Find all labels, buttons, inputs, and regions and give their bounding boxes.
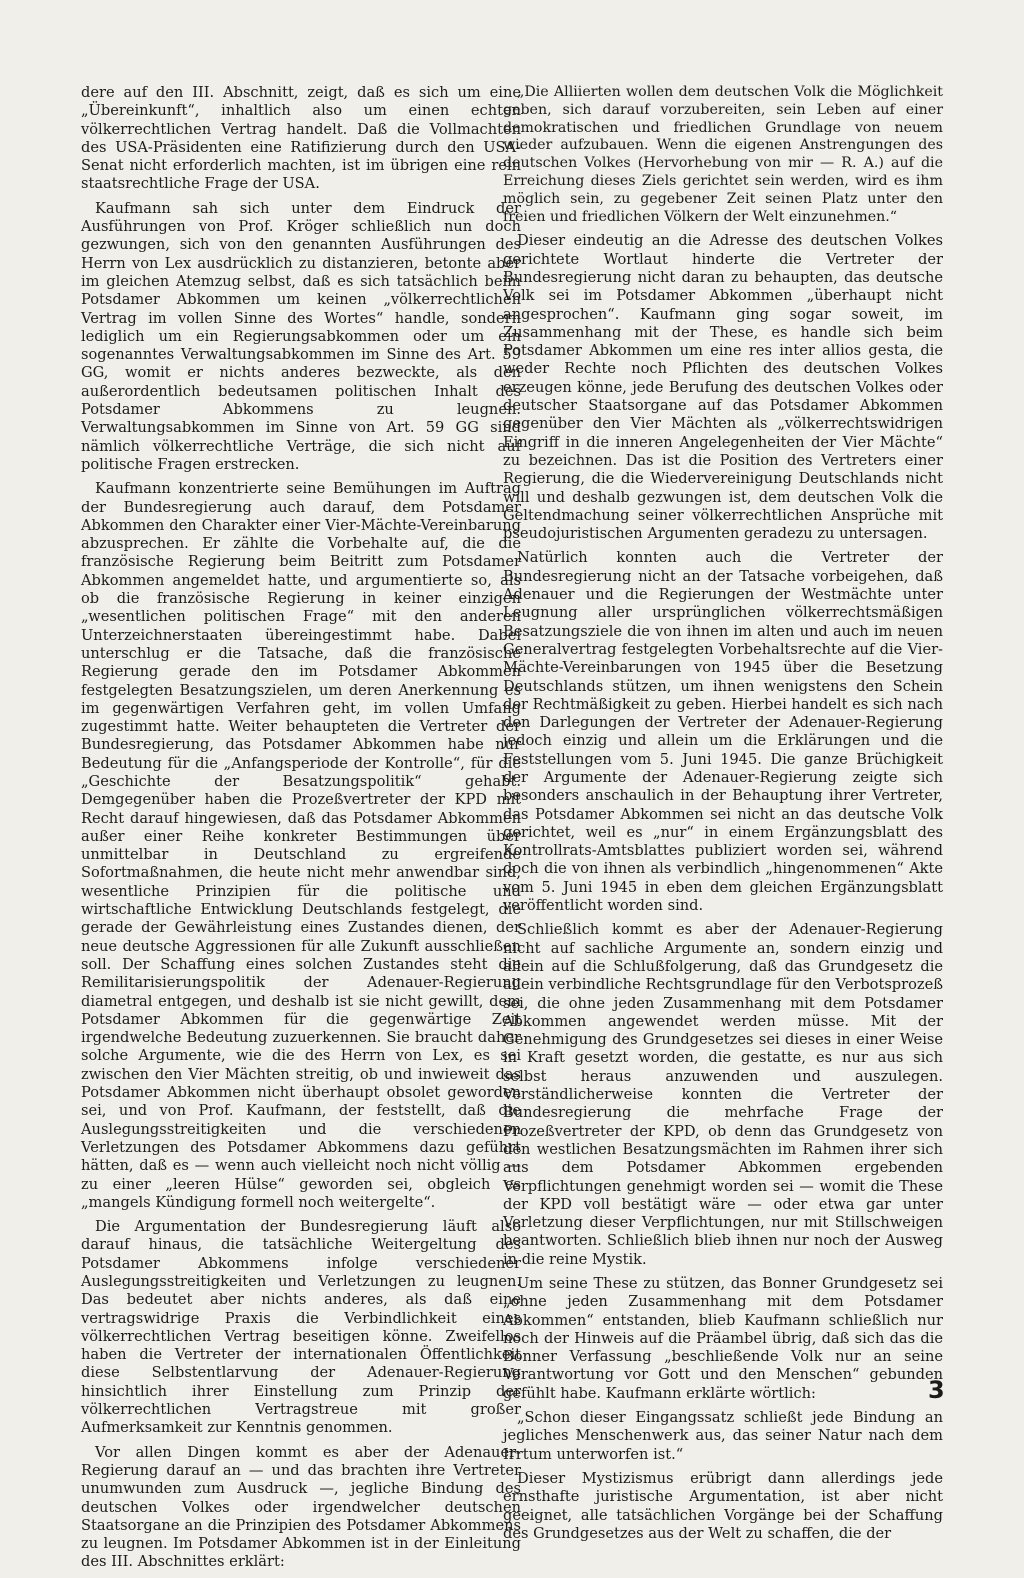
page-number: 3 xyxy=(928,1376,945,1404)
paragraph: dere auf den III. Abschnitt, zeigt, daß es sich um eine „Übereinkunft“, inhaltlich also um einen echten völkerrechtlichen Vertrag handelt. Daß die Vollmachten des USA-Präsidenten eine Ratifizierung durch den USA-Senat nicht erforderlich machten, ist im übrigen eine rein staatsrechtliche Frage der USA. xyxy=(81,84,521,193)
right-column xyxy=(503,84,943,1549)
paragraph: Kaufmann sah sich unter dem Eindruck der Ausführungen von Prof. Kröger schließlich nun doch gezwungen, sich von den genannten Ausführungen des Herrn von Lex ausdrücklich zu distanzieren, betonte aber im gleichen Atemzug selbst, daß es sich tatsächlich beim Potsdamer Abkommen um keinen „völkerrechtlichen Vertrag im vollen Sinne des Wortes“ handle, sondern lediglich um ein Regierungsabkommen oder um ein sogenanntes Verwaltungsabkommen im Sinne des Art. 59 GG, womit er nichts anderes bezweckte, als den außerordentlich bedeutsamen politischen Inhalt des Potsdamer Abkommens zu leugnen. Verwaltungsabkommen im Sinne von Art. 59 GG sind nämlich völkerrechtliche Verträge, die sich nicht auf politische Fragen erstrecken. xyxy=(81,199,521,473)
paragraph: Dieser eindeutig an die Adresse des deutschen Volkes gerichtete Wortlaut hinderte die Vertreter der Bundesregierung nicht daran zu behaupten, das deutsche Volk sei im Potsdamer Abkommen „überhaupt nicht angesprochen“. Kaufmann ging sogar soweit, im Zusammenhang mit der These, es handle sich beim Potsdamer Abkommen um eine res inter allios gesta, die weder Rechte noch Pflichten des deutschen Volkes erzeugen könne, jede Berufung des deutschen Volkes oder deutscher Staatsorgane auf das Potsdamer Abkommen gegenüber den Vier Mächten als „völkerrechtswidrigen Eingriff in die inneren Angelegenheiten der Vier Mächte“ zu bezeichnen. Das ist die Position des Vertreters einer Regierung, die die Wiedervereinigung Deutschlands nicht will und deshalb gezwungen ist, dem deutschen Volk die Geltendmachung seiner völkerrechtlichen Ansprüche mit pseudojuristischen Argumenten geradezu zu untersagen. xyxy=(503,232,943,543)
left-column xyxy=(81,84,521,1578)
block-quote: „Die Alliierten wollen dem deutschen Volk die Möglichkeit geben, sich darauf vorzubereiten, sein Leben auf einer demokratischen und friedlichen Grundlage von neuem wieder aufzubauen. Wenn die eigenen Anstrengungen des deutschen Volkes (Hervorhebung von mir — R. A.) auf die Erreichung dieses Ziels gerichtet sein werden, wird es ihm möglich sein, zu gegebener Zeit seinen Platz unter den freien und friedlichen Völkern der Welt einzunehmen.“ xyxy=(503,84,943,225)
paragraph: Um seine These zu stützen, das Bonner Grundgesetz sei „ohne jeden Zusammenhang mit dem Potsdamer Abkommen“ entstanden, blieb Kaufmann schließlich nur noch der Hinweis auf die Präambel übrig, daß sich das die Bonner Verfassung „beschließende Volk nur an seine Verantwortung vor Gott und den Menschen“ gebunden gefühlt habe. Kaufmann erklärte wörtlich: xyxy=(503,1275,943,1402)
paragraph: Vor allen Dingen kommt es aber der Adenauer-Regierung darauf an — und das brachten ihre Vertreter unumwunden zum Ausdruck —, jegliche Bindung des deutschen Volkes oder irgendwelcher deutschen Staatsorgane an die Prinzipien des Potsdamer Abkommens zu leugnen. Im Potsdamer Abkommen ist in der Einleitung des III. Abschnittes erklärt: xyxy=(81,1443,521,1571)
paragraph: Natürlich konnten auch die Vertreter der Bundesregierung nicht an der Tatsache vorbeigehen, daß Adenauer und die Regierungen der Westmächte unter Leugnung aller ursprünglichen völkerrechtsmäßigen Besatzungsziele die von ihnen im alten und auch im neuen Generalvertrag festgelegten Vorbehaltsrechte auf die Vier-Mächte-Vereinbarungen von 1945 über die Besetzung Deutschlands stützen, um ihnen wenigstens den Schein der Rechtmäßigkeit zu geben. Hierbei handelt es sich nach den Darlegungen der Vertreter der Adenauer-Regierung jedoch einzig und allein um die Erklärungen und die Feststellungen vom 5. Juni 1945. Die ganze Brüchigkeit der Argumente der Adenauer-Regierung zeigte sich besonders anschaulich in der Behauptung ihrer Vertreter, das Potsdamer Abkommen sei nicht an das deutsche Volk gerichtet, weil es „nur“ in einem Ergänzungsblatt des Kontrollrats-Amtsblattes publiziert worden sei, während doch die von ihnen als verbindlich „hingenommenen“ Akte vom 5. Juni 1945 in eben dem gleichen Ergänzungsblatt veröffentlicht worden sind. xyxy=(503,549,943,915)
paragraph: Die Argumentation der Bundesregierung läuft also darauf hinaus, die tatsächliche Weitergeltung des Potsdamer Abkommens infolge verschiedener Auslegungsstreitigkeiten und Verletzungen zu leugnen. Das bedeutet aber nichts anderes, als daß eine vertragswidrige Praxis die Verbindlichkeit eines völkerrechtlichen Vertrag beseitigen könne. Zweifellos haben die Vertreter der internationalen Öffentlichkeit diese Selbstentlarvung der Adenauer-Regierung hinsichtlich ihrer Einstellung zum Prinzip der völkerrechtlichen Vertragstreue mit großer Aufmerksamkeit zur Kenntnis genommen. xyxy=(81,1218,521,1437)
paragraph: Schließlich kommt es aber der Adenauer-Regierung nicht auf sachliche Argumente an, sondern einzig und allein auf die Schlußfolgerung, daß das Grundgesetz die allein verbindliche Rechtsgrundlage für den Verbotsprozeß sei, die ohne jeden Zusammenhang mit dem Potsdamer Abkommen angewendet werden müsse. Mit der Genehmigung des Grundgesetzes sei dieses in einer Weise in Kraft gesetzt worden, die gestatte, es nur aus sich selbst heraus anzuwenden und auszulegen. Verständlicherweise konnten die Vertreter der Bundesregierung die mehrfache Frage der Prozeßvertreter der KPD, ob denn das Grundgesetz von den westlichen Besatzungsmächten im Rahmen ihrer sich aus dem Potsdamer Abkommen ergebenden Verpflichtungen genehmigt worden sei — womit die These der KPD voll bestätigt wäre — oder etwa gar unter Verletzung dieser Verpflichtungen, nur mit Stillschweigen beantworten. Schließlich blieb ihnen nur noch der Ausweg in die reine Mystik. xyxy=(503,921,943,1268)
paragraph: Kaufmann konzentrierte seine Bemühungen im Auftrag der Bundesregierung auch darauf, dem Potsdamer Abkommen den Charakter einer Vier-Mächte-Vereinbarung abzusprechen. Er zählte die Vorbehalte auf, die die französische Regierung beim Beitritt zum Potsdamer Abkommen angemeldet hatte, und argumentierte so, als ob die französische Regierung in keiner einzigen „wesentlichen politischen Frage“ mit den anderen Unterzeichnerstaaten übereingestimmt habe. Dabei unterschlug er die Tatsache, daß die französische Regierung gerade den im Potsdamer Abkommen festgelegten Besatzungszielen, um deren Anerkennung es im gegenwärtigen Verfahren geht, im vollen Umfang zugestimmt hatte. Weiter behaupteten die Vertreter der Bundesregierung, das Potsdamer Abkommen habe nur Bedeutung für die „Anfangsperiode der Kontrolle“, für die „Geschichte der Besatzungspolitik“ gehabt. Demgegenüber haben die Prozeßvertreter der KPD mit Recht darauf hingewiesen, daß das Potsdamer Abkommen außer einer Reihe konkreter Bestimmungen über unmittelbar in Deutschland zu ergreifende Sofortmaßnahmen, die heute nicht mehr anwendbar sind, wesentliche Prinzipien für die politische und wirtschaftliche Entwicklung Deutschlands festgelegt, die gerade der Gewährleistung eines Zustandes dienen, der neue deutsche Aggressionen für alle Zukunft ausschließen soll. Der Schaffung eines solchen Zustandes steht die Remilitarisierungspolitik der Adenauer-Regierung diametral entgegen, und deshalb ist sie nicht gewillt, dem Potsdamer Abkommen für die gegenwärtige Zeit irgendwelche Bedeutung zuzuerkennen. Sie braucht daher solche Argumente, wie die des Herrn von Lex, es sei zwischen den Vier Mächten streitig, ob und inwieweit das Potsdamer Abkommen nicht überhaupt obsolet geworden sei, und von Prof. Kaufmann, der feststellt, daß die Auslegungsstreitigkeiten und die verschiedenen Verletzungen des Potsdamer Abkommens dazu geführt hätten, daß es — wenn auch vielleicht noch nicht völlig — zu einer „leeren Hülse“ geworden sei, obgleich es „mangels Kündigung formell noch weitergelte“. xyxy=(81,480,521,1211)
paragraph: Dieser Mystizismus erübrigt dann allerdings jede ernsthafte juristische Argumentation, ist aber nicht geeignet, alle tatsächlichen Vorgänge bei der Schaffung des Grundgesetzes aus der Welt zu schaffen, die der xyxy=(503,1469,943,1542)
block-quote: „Schon dieser Eingangssatz schließt jede Bindung an jegliches Menschenwerk aus, das seiner Natur nach dem Irrtum unterworfen ist.“ xyxy=(503,1409,943,1463)
